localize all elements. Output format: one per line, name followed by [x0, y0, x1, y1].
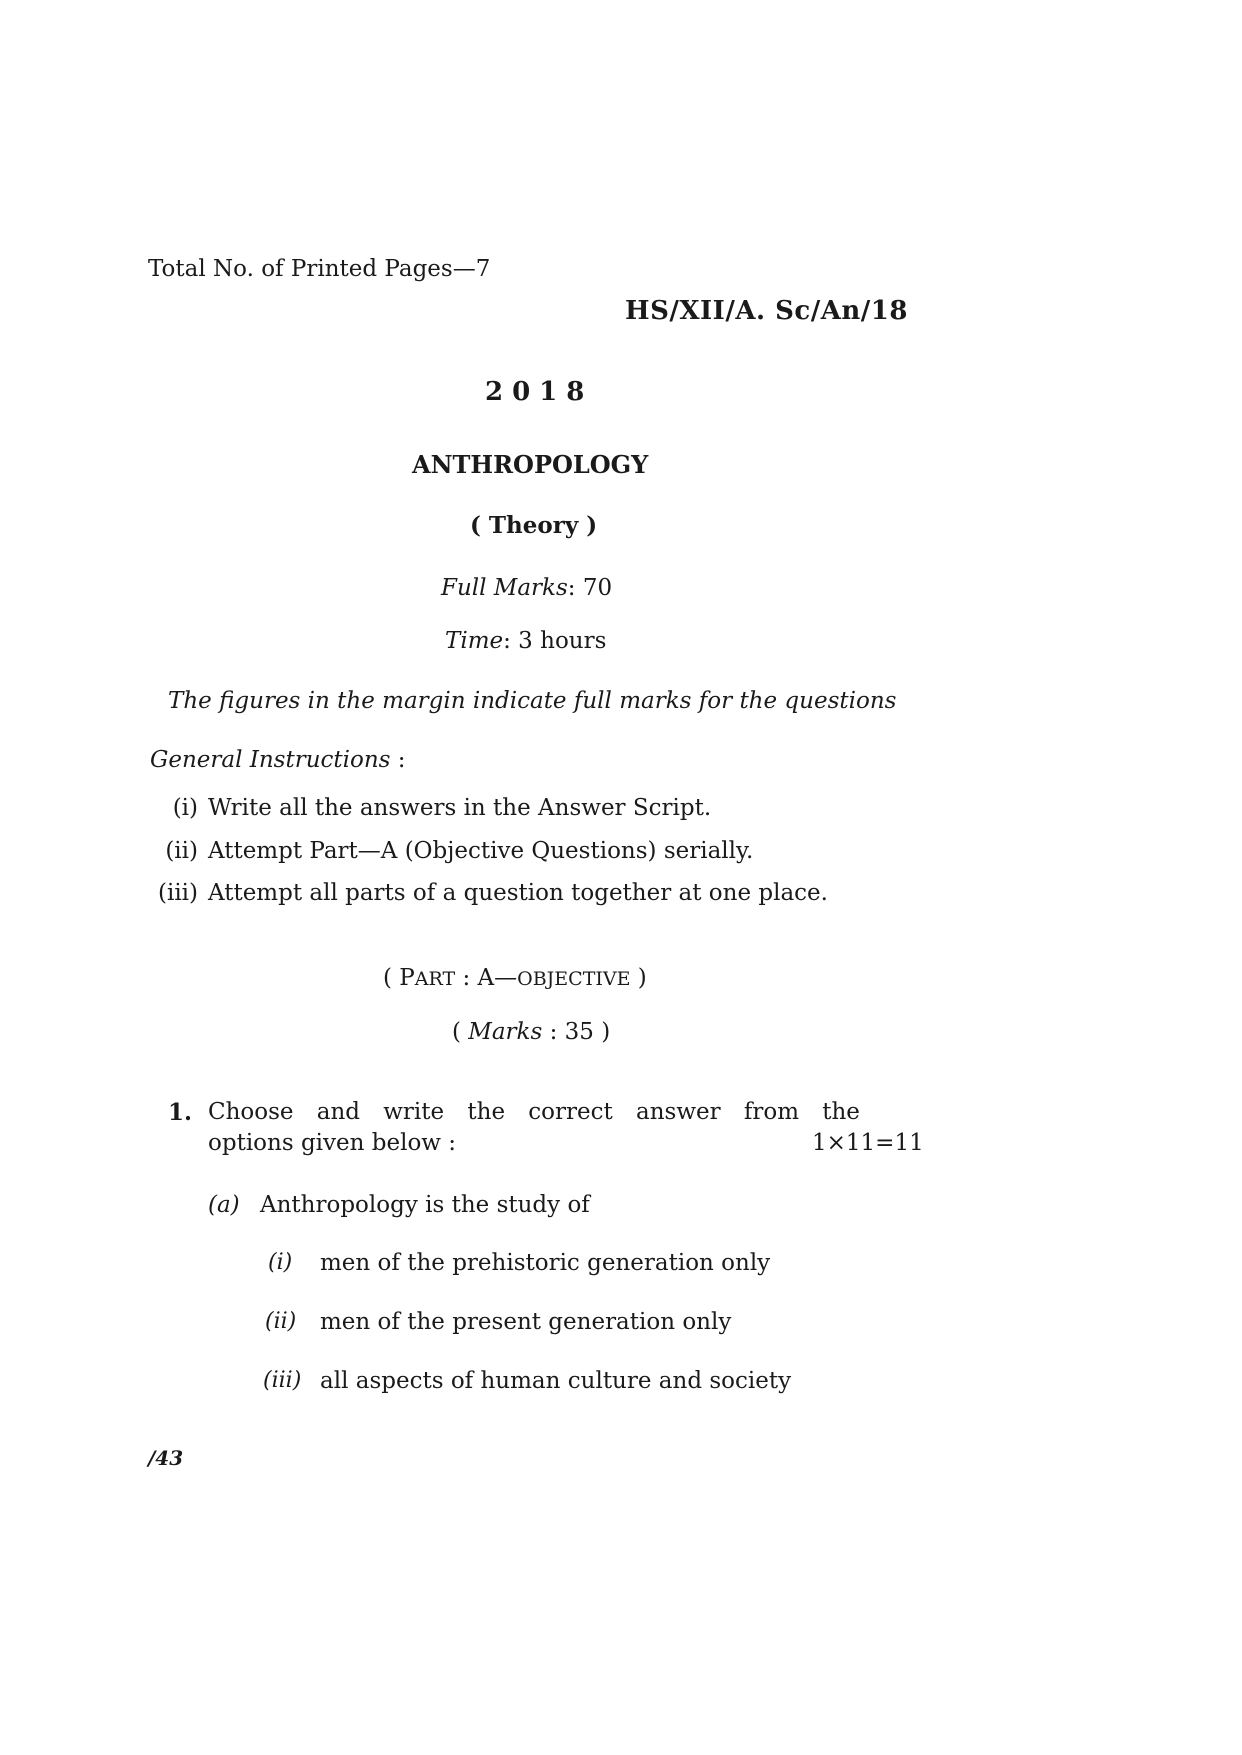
question-word: correct — [528, 1099, 613, 1125]
margin-note: The figures in the margin indicate full marks for the questions — [168, 688, 897, 714]
part-a-marks — [452, 1019, 610, 1045]
question-1-line-2: options given below : — [208, 1130, 457, 1156]
part-heading-close: ) — [630, 965, 647, 991]
instruction-item — [157, 880, 828, 906]
instruction-text: Attempt all parts of a question together at one place. — [208, 880, 828, 906]
question-word: from — [743, 1099, 800, 1125]
instruction-number: (iii) — [157, 880, 198, 906]
general-instructions-heading — [150, 747, 406, 773]
full-marks — [441, 575, 612, 601]
instruction-text: Write all the answers in the Answer Script. — [208, 795, 712, 821]
instruction-text: Attempt Part—A (Objective Questions) serially. — [208, 838, 754, 864]
sub-question-text: Anthropology is the study of — [260, 1192, 590, 1218]
exam-year: 2018 — [485, 377, 594, 407]
question-number: 1. — [168, 1099, 193, 1126]
instruction-item — [165, 838, 754, 864]
part-marks-open: ( — [452, 1019, 469, 1045]
part-marks-label: Marks — [468, 1019, 543, 1045]
option-text: all aspects of human culture and society — [320, 1368, 792, 1394]
time-allowed — [445, 628, 606, 654]
instructions-heading-colon: : — [390, 747, 406, 773]
full-marks-label: Full Marks — [441, 575, 568, 601]
part-a-heading — [383, 965, 647, 991]
instruction-number: (ii) — [165, 838, 198, 864]
instruction-number: (i) — [172, 795, 198, 821]
option-text: men of the prehistoric generation only — [320, 1250, 771, 1276]
sub-question-label: (a) — [208, 1192, 240, 1218]
part-heading-open: ( P — [383, 965, 415, 991]
question-word: answer — [635, 1099, 721, 1125]
full-marks-value: : 70 — [567, 575, 613, 601]
question-word: the — [822, 1099, 860, 1125]
question-1-line-1 — [208, 1099, 860, 1125]
question-word: the — [467, 1099, 506, 1125]
paper-code: HS/XII/A. Sc/An/18 — [625, 296, 908, 326]
part-marks-value: : 35 ) — [542, 1019, 611, 1045]
paper-type: ( Theory ) — [470, 512, 598, 539]
question-word: and — [316, 1099, 361, 1125]
option-label: (iii) — [263, 1368, 302, 1393]
subject-title: ANTHROPOLOGY — [412, 450, 649, 479]
question-word: write — [383, 1099, 445, 1125]
instruction-item — [172, 795, 712, 821]
time-label: Time — [445, 628, 504, 654]
instructions-heading-label: General Instructions — [150, 747, 391, 773]
option-label: (i) — [268, 1250, 293, 1275]
part-heading-separator: : A— — [455, 965, 518, 991]
question-word: Choose — [208, 1099, 294, 1125]
time-value: : 3 hours — [503, 628, 607, 654]
option-label: (ii) — [265, 1309, 297, 1334]
total-printed-pages: Total No. of Printed Pages—7 — [148, 256, 491, 282]
option-text: men of the present generation only — [320, 1309, 732, 1335]
page-code: /43 — [148, 1446, 184, 1470]
part-heading-word: ART — [414, 968, 456, 990]
part-heading-objective: OBJECTIVE — [517, 968, 631, 990]
question-1-marks: 1×11=11 — [812, 1130, 924, 1156]
